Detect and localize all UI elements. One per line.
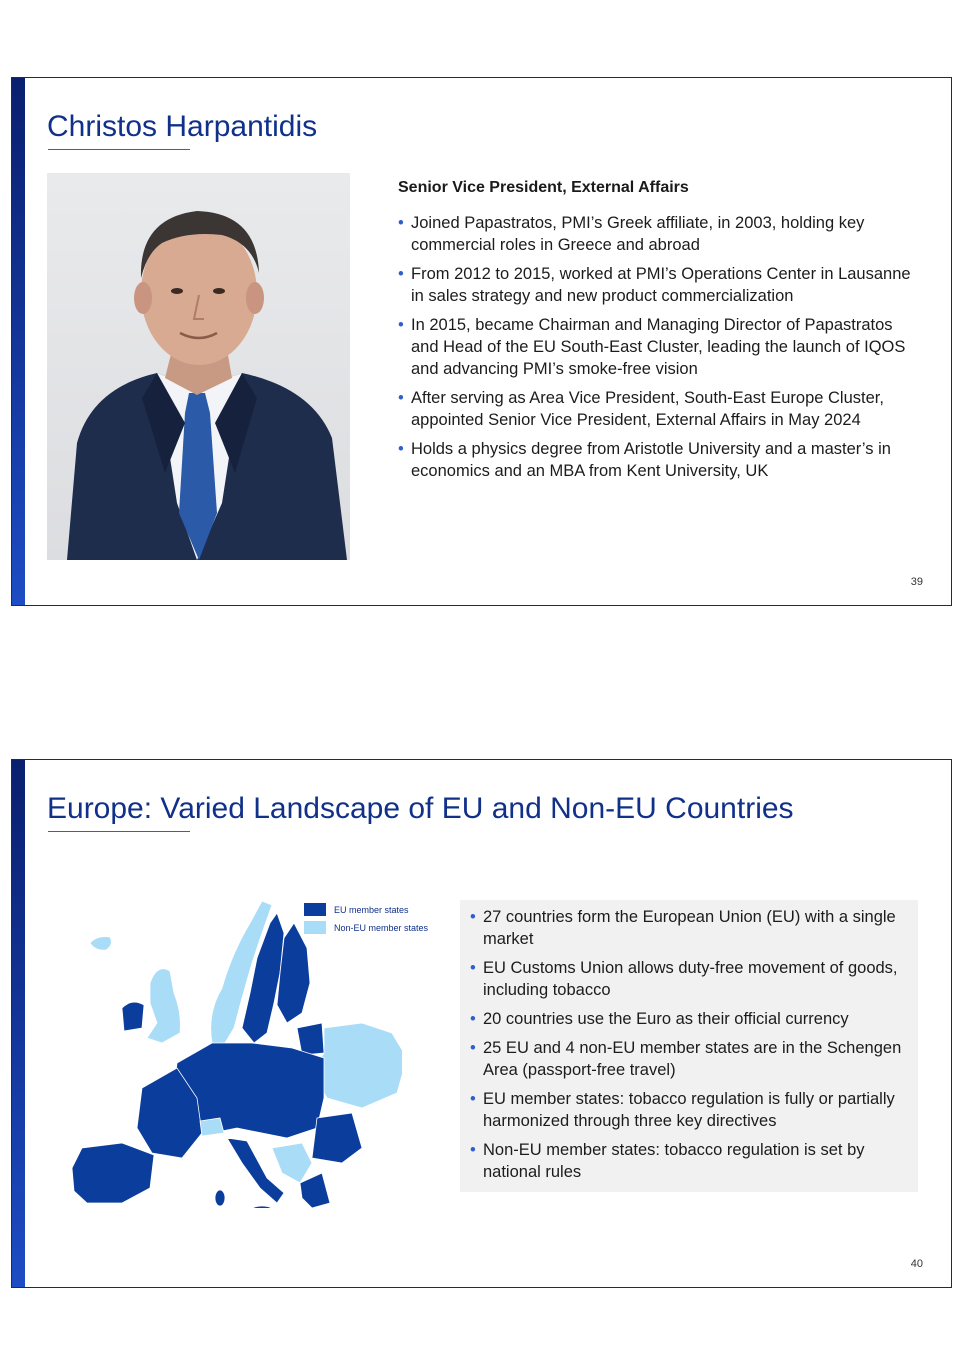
map-legend bbox=[304, 903, 428, 939]
fact-bullet: • Non-EU member states: tobacco regulation is set by national rules bbox=[470, 1141, 865, 1181]
legend-label: EU member states bbox=[334, 904, 409, 915]
page-number: 39 bbox=[910, 576, 923, 588]
europe-map bbox=[62, 893, 402, 1208]
legend-item-eu bbox=[304, 903, 428, 916]
facts-bullet-list bbox=[470, 906, 910, 1190]
bullet-dot-icon: • bbox=[398, 265, 404, 283]
bullet-dot-icon: • bbox=[470, 1090, 476, 1108]
bullet-dot-icon: • bbox=[398, 389, 404, 407]
legend-label: Non-EU member states bbox=[334, 922, 429, 933]
fact-bullet: • EU Customs Union allows duty-free movement of goods, including tobacco bbox=[470, 959, 898, 999]
bullet-dot-icon: • bbox=[470, 1010, 476, 1028]
bio-bullet-list bbox=[398, 212, 918, 489]
page-number: 40 bbox=[910, 1258, 923, 1270]
slide-title: Europe: Varied Landscape of EU and Non-EU Countries bbox=[47, 792, 794, 825]
slide-europe bbox=[11, 759, 952, 1288]
bullet-dot-icon: • bbox=[398, 440, 404, 458]
facts-panel bbox=[460, 900, 918, 1192]
slide-accent-bar bbox=[12, 78, 25, 605]
legend-item-non-eu bbox=[304, 921, 428, 934]
portrait-illustration bbox=[47, 173, 350, 560]
title-underline bbox=[48, 831, 190, 832]
bio-bullet: • From 2012 to 2015, worked at PMI’s Operations Center in Lausanne in sales strategy and new product commercialization bbox=[398, 265, 911, 305]
legend-swatch bbox=[304, 903, 326, 916]
slide-bio bbox=[11, 77, 952, 606]
slide-title: Christos Harpantidis bbox=[47, 110, 318, 143]
europe-map-graphic bbox=[62, 893, 402, 1208]
bullet-dot-icon: • bbox=[470, 1141, 476, 1159]
bullet-dot-icon: • bbox=[398, 214, 404, 232]
fact-bullet: • 25 EU and 4 non-EU member states are in the Schengen Area (passport-free travel) bbox=[470, 1039, 902, 1079]
title-underline bbox=[48, 149, 190, 150]
fact-bullet: • 27 countries form the European Union (EU) with a single market bbox=[470, 908, 896, 948]
slide-accent-bar bbox=[12, 760, 25, 1287]
fact-bullet: • EU member states: tobacco regulation is fully or partially harmonized through three key directives bbox=[470, 1090, 895, 1130]
bullet-dot-icon: • bbox=[470, 1039, 476, 1057]
legend-swatch bbox=[304, 921, 326, 934]
fact-bullet: • 20 countries use the Euro as their official currency bbox=[470, 1010, 849, 1028]
bio-bullet: • Holds a physics degree from Aristotle University and a master’s in economics and an MBA from Kent University, UK bbox=[398, 440, 891, 480]
bio-bullet: • In 2015, became Chairman and Managing Director of Papastratos and Head of the EU South-East Cluster, leading the launch of IQOS and advancing PMI’s smoke-free vision bbox=[398, 316, 906, 378]
bio-bullet: • After serving as Area Vice President, South-East Europe Cluster, appointed Senior Vice President, External Affairs in May 2024 bbox=[398, 389, 884, 429]
bullet-dot-icon: • bbox=[470, 959, 476, 977]
portrait-photo bbox=[47, 173, 350, 560]
bullet-dot-icon: • bbox=[470, 908, 476, 926]
job-title: Senior Vice President, External Affairs bbox=[398, 179, 689, 196]
bio-bullet: • Joined Papastratos, PMI’s Greek affiliate, in 2003, holding key commercial roles in Greece and abroad bbox=[398, 214, 865, 254]
bullet-dot-icon: • bbox=[398, 316, 404, 334]
